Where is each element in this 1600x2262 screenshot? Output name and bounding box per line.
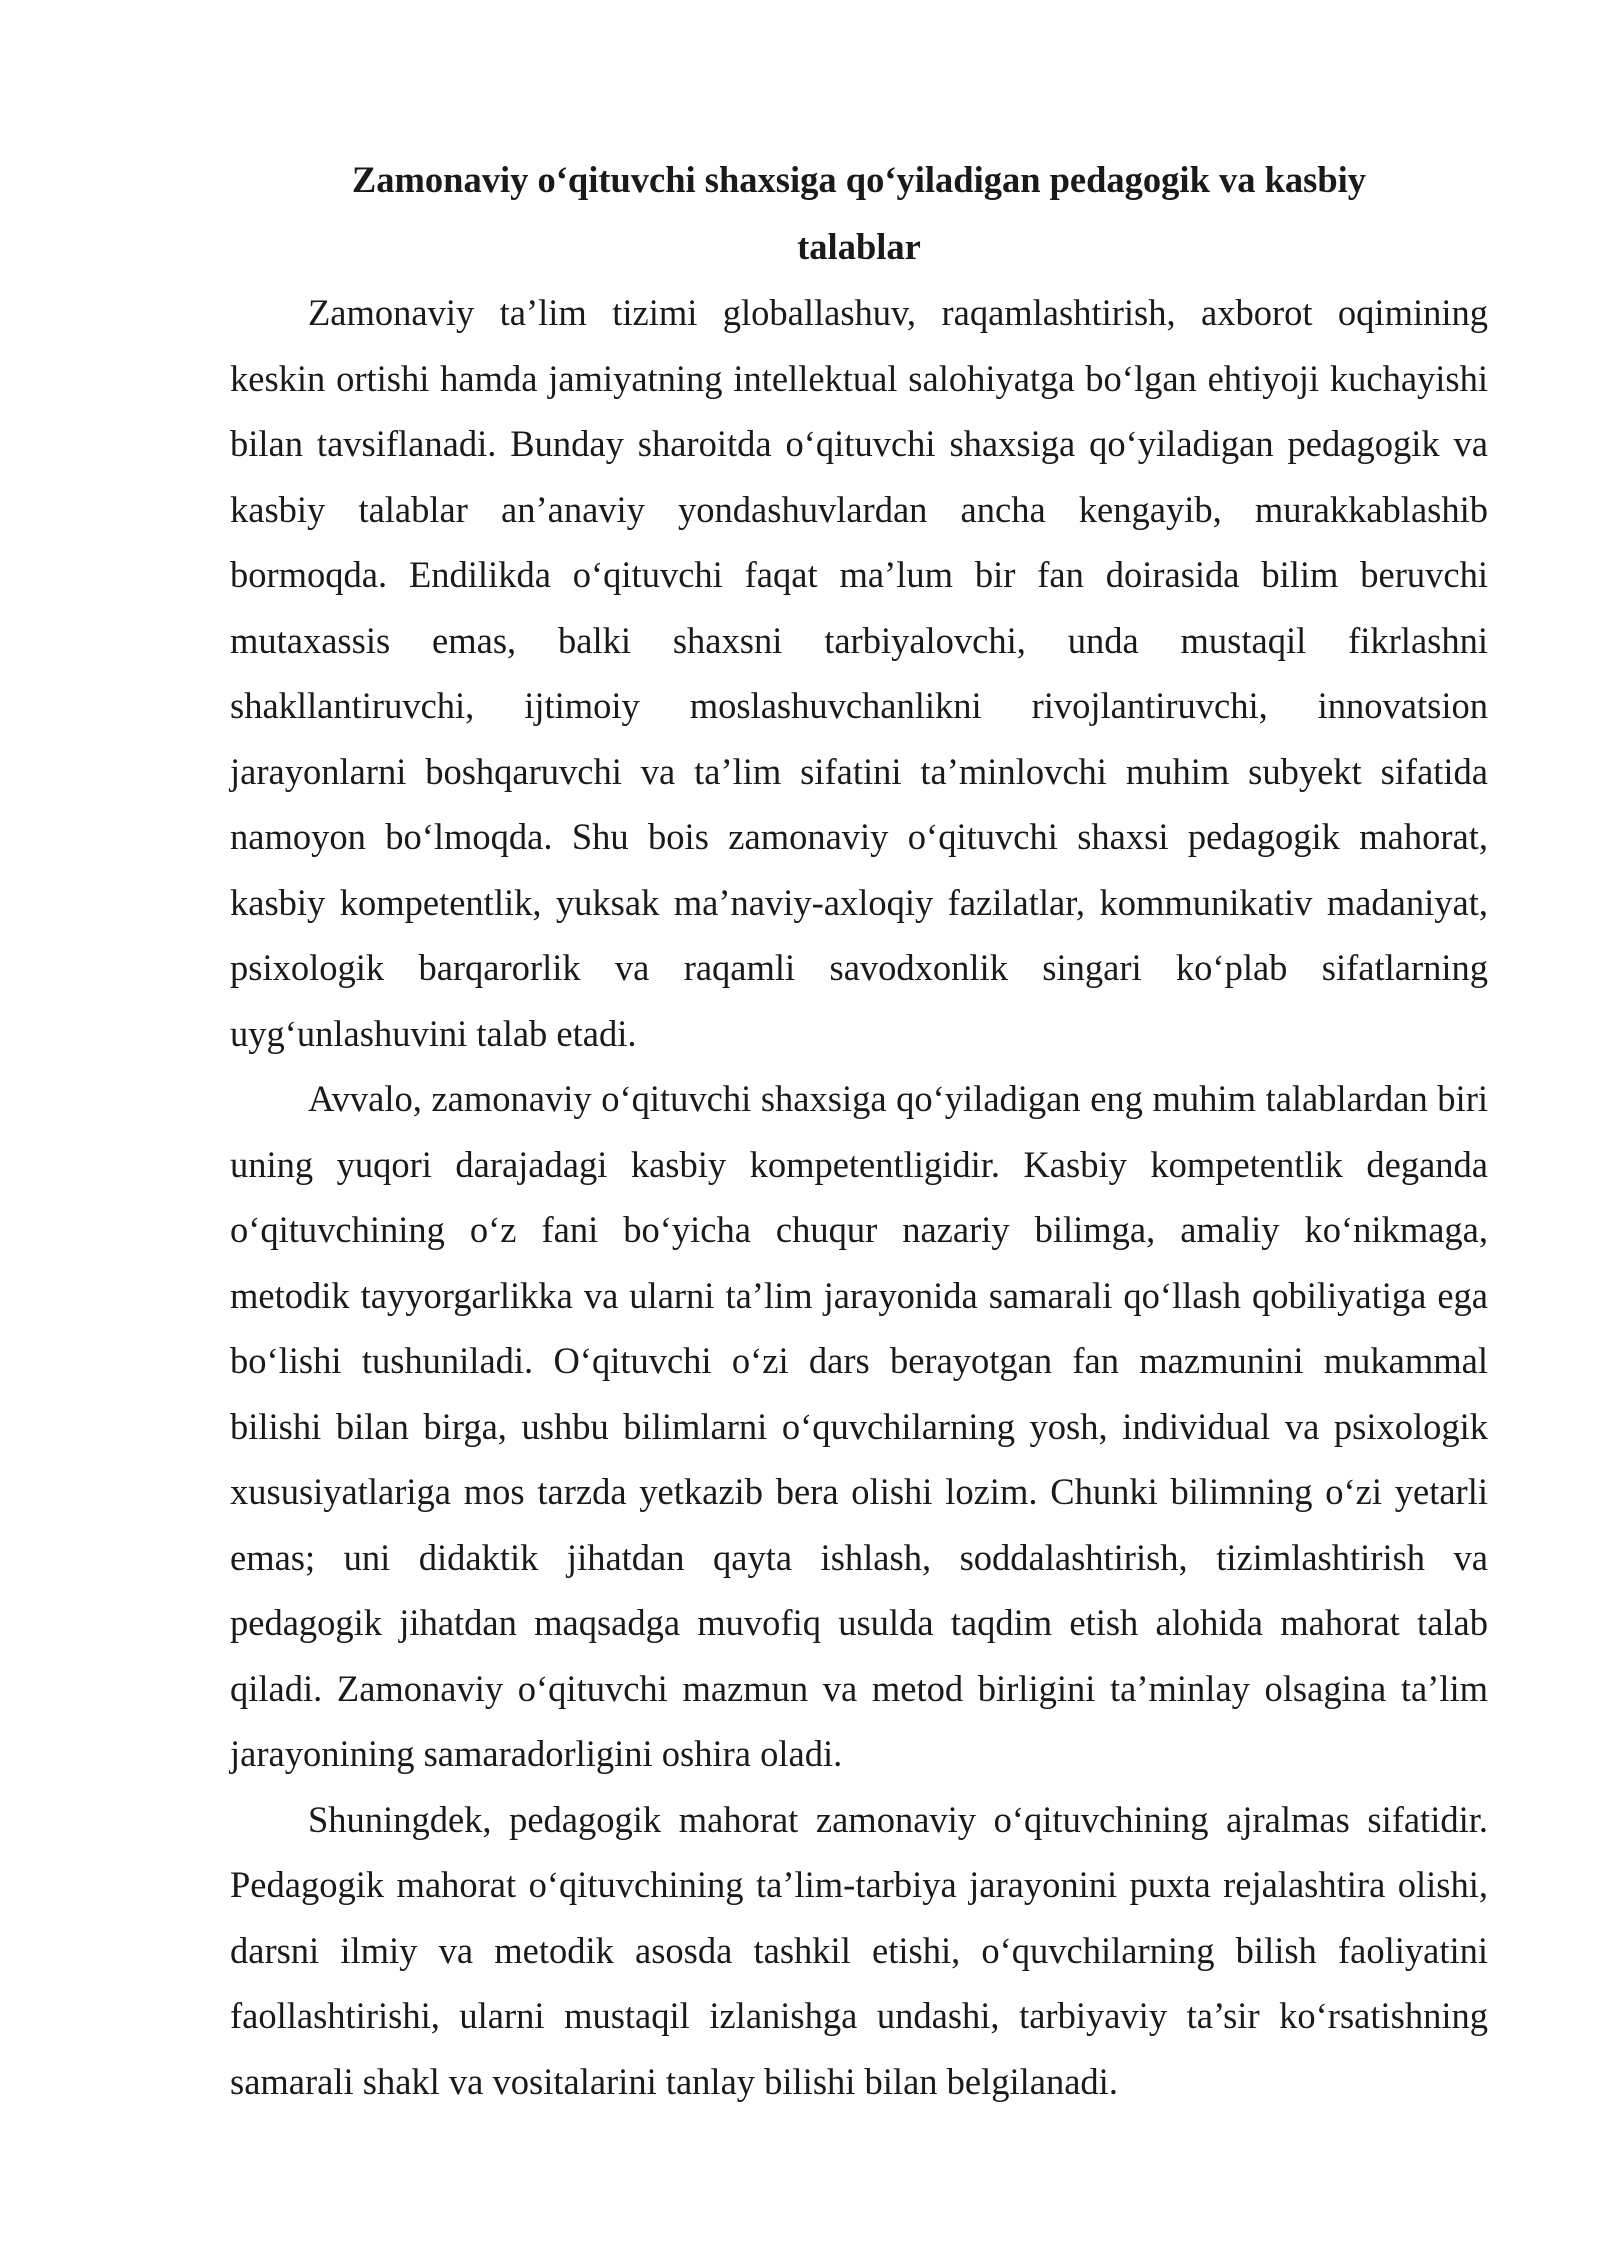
paragraph-3: Shuningdek, pedagogik mahorat zamonaviy o‘qituvchining ajralmas sifatidir. Pedagogik mahorat o‘qituvchining ta’lim-tarbiya jarayonini puxta rejalashtira olishi, darsni ilmiy va metodik asosda tashkil etishi, o‘quvchilarning bilish faoliyatini faollashtirishi, ularni mustaqil izlanishga undashi, tarbiyaviy ta’sir ko‘rsatishning samarali shakl va vositalarini tanlay bilishi bilan belgilanadi. xyxy=(230,1798,1488,2102)
paragraph-2: Avvalo, zamonaviy o‘qituvchi shaxsiga qo‘yiladigan eng muhim talablardan biri uning yuqori darajadagi kasbiy kompetentligidir. Kasbiy kompetentlik deganda o‘qituvchining o‘z fani bo‘yicha chuqur nazariy bilimga, amaliy ko‘nikmaga, metodik tayyorgarlikka va ularni ta’lim jarayonida samarali qo‘llash qobiliyatiga ega bo‘lishi tushuniladi. O‘qituvchi o‘zi dars berayotgan fan mazmunini mukammal bilishi bilan birga, ushbu bilimlarni o‘quvchilarning yosh, individual va psixologik xususiyatlariga mos tarzda yetkazib bera olishi lozim. Chunki bilimning o‘zi yetarli emas; uni didaktik jihatdan qayta ishlash, soddalashtirish, tizimlashtirish va pedagogik jihatdan maqsadga muvofiq usulda taqdim etish alohida mahorat talab qiladi. Zamonaviy o‘qituvchi mazmun va metod birligini ta’minlay olsagina ta’lim jarayonining samaradorligini oshira oladi. xyxy=(230,1078,1488,1774)
document-body xyxy=(230,146,1488,2114)
document-title: Zamonaviy o‘qituvchi shaxsiga qo‘yiladigan pedagogik va kasbiy talablar xyxy=(351,159,1367,267)
paragraph-1: Zamonaviy ta’lim tizimi globallashuv, raqamlashtirish, axborot oqimining keskin ortishi hamda jamiyatning intellektual salohiyatga bo‘lgan ehtiyoji kuchayishi bilan tavsiflanadi. Bunday sharoitda o‘qituvchi shaxsiga qo‘yiladigan pedagogik va kasbiy talablar an’anaviy yondashuvlardan ancha kengayib, murakkablashib bormoqda. Endilikda o‘qituvchi faqat ma’lum bir fan doirasida bilim beruvchi mutaxassis emas, balki shaxsni tarbiyalovchi, unda mustaqil fikrlashni shakllantiruvchi, ijtimoiy moslashuvchanlikni rivojlantiruvchi, innovatsion jarayonlarni boshqaruvchi va ta’lim sifatini ta’minlovchi muhim subyekt sifatida namoyon bo‘lmoqda. Shu bois zamonaviy o‘qituvchi shaxsi pedagogik mahorat, kasbiy kompetentlik, yuksak ma’naviy-axloqiy fazilatlar, kommunikativ madaniyat, psixologik barqarorlik va raqamli savodxonlik singari ko‘plab sifatlarning uyg‘unlashuvini talab etadi. xyxy=(230,292,1488,1054)
